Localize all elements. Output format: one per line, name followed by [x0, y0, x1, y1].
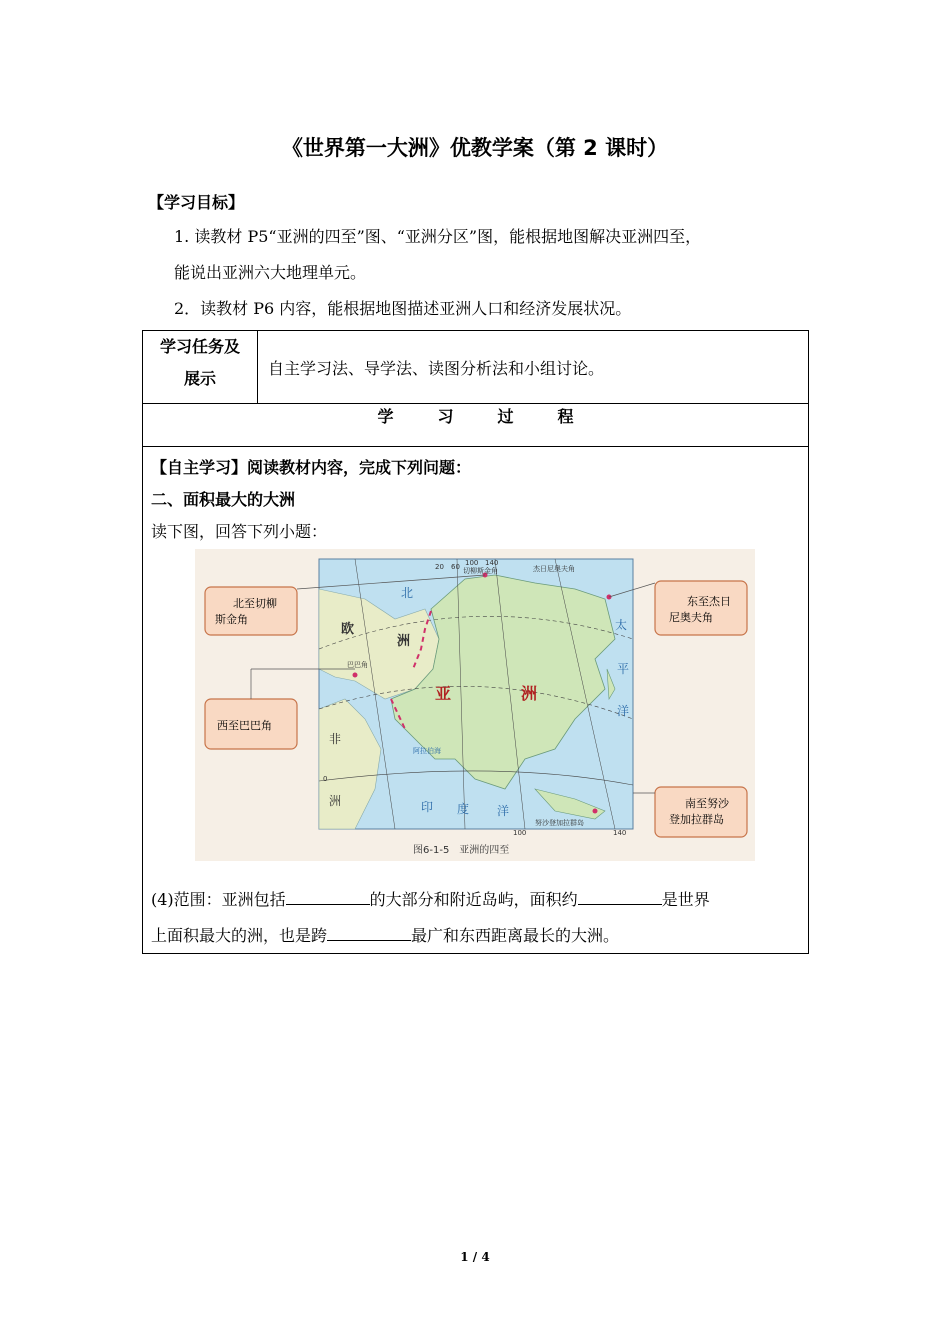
process-title: [143, 404, 808, 427]
objective-1-line-2: 能说出亚洲六大地理单元。: [174, 263, 367, 282]
objective-1-line-1: 1. 读教材 P5“亚洲的四至”图、“亚洲分区”图，能根据地图解决亚洲四至，: [174, 227, 702, 246]
nusa-tenggara-label: 努沙登加拉群岛: [535, 819, 584, 827]
europe-label-2: 洲: [397, 634, 411, 649]
longitude-label: 100: [513, 829, 527, 837]
pacific-label-2: 平: [617, 662, 630, 676]
lesson-table: [142, 330, 809, 954]
africa-label-1: 非: [329, 732, 342, 746]
longitude-label: 140: [613, 829, 627, 837]
africa-label-2: 洲: [329, 794, 342, 808]
map-caption: 图6-1-5 亚洲的四至: [413, 845, 510, 856]
process-char: 过: [497, 407, 514, 426]
indian-ocean-label-3: 洋: [497, 804, 510, 818]
longitude-label: 20: [435, 563, 444, 571]
west-extreme-point: [353, 673, 358, 678]
methods-cell: [258, 331, 809, 404]
process-char: 程: [557, 407, 574, 426]
south-callout-line-1: 南至努沙: [685, 797, 729, 810]
answer-blank[interactable]: [286, 890, 370, 905]
east-callout-box: [655, 581, 747, 635]
latitude-label: 0: [323, 775, 328, 783]
cape-chelyuskin-label: 切柳斯金角: [463, 567, 498, 575]
section-2-heading: 二、面积最大的大洲: [151, 490, 296, 509]
task-label-cell: [143, 331, 258, 404]
west-callout-text: 西至巴巴角: [217, 719, 272, 732]
arctic-label: 北: [401, 586, 414, 600]
east-callout-line-2: 尼奥夫角: [669, 611, 713, 624]
south-callout-line-2: 登加拉群岛: [669, 813, 724, 826]
north-callout-line-1: 北至切柳: [233, 597, 277, 610]
indian-ocean-label-1: 印: [421, 800, 434, 814]
answer-blank[interactable]: [578, 890, 662, 905]
self-study-heading: 【自主学习】阅读教材内容，完成下列问题：: [151, 458, 472, 477]
question-4-line-1: [151, 887, 710, 910]
arabian-sea-label: 阿拉伯海: [413, 747, 441, 755]
pacific-label-3: 洋: [617, 704, 630, 718]
north-callout-box: [205, 587, 297, 635]
methods-text: 自主学习法、导学法、读图分析法和小组讨论。: [268, 358, 605, 378]
question-4-line-2: [151, 923, 619, 946]
south-extreme-point: [593, 809, 598, 814]
page-number: 1 / 4: [460, 1250, 490, 1264]
objective-2: 2．读教材 P6 内容，能根据地图描述亚洲人口和经济发展状况。: [174, 299, 632, 318]
pacific-label-1: 太: [615, 618, 628, 632]
longitude-label: 60: [451, 563, 460, 571]
asia-extremes-map: [195, 549, 755, 861]
indian-ocean-label-2: 度: [457, 802, 470, 816]
asia-label-2: 洲: [521, 684, 538, 703]
east-callout-line-1: 东至杰日: [687, 595, 731, 608]
process-char: 学: [377, 407, 394, 426]
cape-baba-label: 巴巴角: [347, 661, 368, 669]
north-callout-line-2: 斯金角: [215, 613, 248, 626]
q4-text: 的大部分和附近岛屿，面积约: [369, 890, 578, 909]
q4-text: 是世界: [661, 890, 710, 909]
objectives-heading: 【学习目标】: [148, 193, 245, 212]
europe-label-1: 欧: [341, 622, 355, 637]
asia-label-1: 亚: [435, 684, 452, 703]
process-header-cell: [143, 404, 809, 447]
q4-text: 最广和东西距离最长的大洲。: [411, 926, 620, 945]
map-figure: [195, 549, 755, 861]
task-label-line-1: 学习任务及: [159, 337, 240, 356]
content-cell: [143, 447, 809, 954]
longitude-label: 100: [465, 559, 479, 567]
answer-blank[interactable]: [327, 926, 411, 941]
cape-dezhnev-label: 杰日尼奥夫角: [533, 565, 575, 573]
map-instruction: 读下图，回答下列小题：: [151, 522, 328, 541]
document-title: 《世界第一大洲》优教学案（第 2 课时）: [281, 136, 669, 160]
q4-text: 上面积最大的洲，也是跨: [151, 926, 328, 945]
q4-text: (4)范围：亚洲包括: [151, 890, 286, 909]
process-char: 习: [437, 407, 454, 426]
south-callout-box: [655, 787, 747, 837]
longitude-label: 140: [485, 559, 499, 567]
task-label-line-2: 展示: [183, 369, 216, 388]
